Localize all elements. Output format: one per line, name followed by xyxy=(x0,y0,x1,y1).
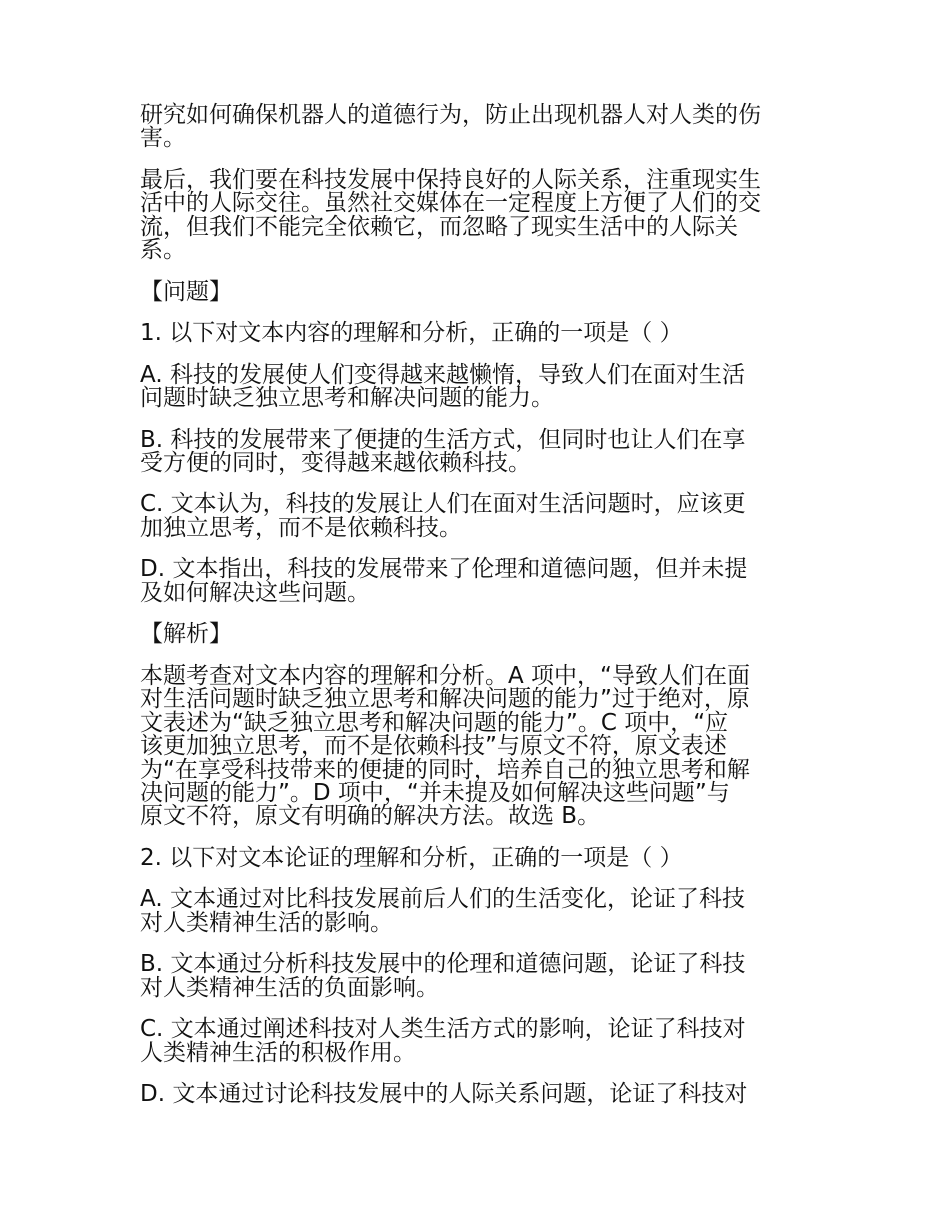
paragraph-2: 最后，我们要在科技发展中保持良好的人际关系，注重现实生 活中的人际交往。虽然社交媒体在一定程度上方便了人们的交 流，但我们不能完全依赖它，而忽略了现实生活中的人际关 系。 xyxy=(140,166,761,264)
question-2-option-b: B. 文本通过分析科技发展中的伦理和道德问题，论证了科技 对人类精神生活的负面影响。 xyxy=(140,951,746,1001)
question-2-option-c: C. 文本通过阐述科技对人类生活方式的影响，论证了科技对 人类精神生活的积极作用。 xyxy=(140,1016,746,1066)
document-page xyxy=(140,104,820,1125)
question-2-option-d: D. 文本通过讨论科技发展中的人际关系问题，论证了科技对 xyxy=(140,1081,748,1108)
question-2-stem: 2. 以下对文本论证的理解和分析，正确的一项是（ ） xyxy=(140,844,683,871)
question-1-option-d: D. 文本指出，科技的发展带来了伦理和道德问题，但并未提 及如何解决这些问题。 xyxy=(140,556,748,606)
question-1-option-c: C. 文本认为，科技的发展让人们在面对生活问题时，应该更 加独立思考，而不是依赖科技。 xyxy=(140,491,746,541)
analysis-tag: 【解析】 xyxy=(140,621,232,648)
question-1-option-a: A. 科技的发展使人们变得越来越懒惰，导致人们在面对生活 问题时缺乏独立思考和解决问题的能力。 xyxy=(140,361,745,412)
question-1-stem: 1. 以下对文本内容的理解和分析，正确的一项是（ ） xyxy=(140,320,683,347)
analysis-text: 本题考查对文本内容的理解和分析。A 项中，“导致人们在面 对生活问题时缺乏独立思考和解决问题的能力”过于绝对，原 文表述为“缺乏独立思考和解决问题的能力”。C 项中，“应 该更加独立思考，而不是依赖科技”与原文不符，原文表述 为“在享受科技带来的便捷的同时，培养自己的独立思考和解 决问题的能力”。D 项中，“并未提及如何解决这些问题”与 原文不符，原文有明确的解决方法。故选 B。 xyxy=(140,662,750,830)
question-1-option-b: B. 科技的发展带来了便捷的生活方式，但同时也让人们在享 受方便的同时，变得越来越依赖科技。 xyxy=(140,426,746,476)
paragraph-1: 研究如何确保机器人的道德行为，防止出现机器人对人类的伤 害。 xyxy=(140,102,761,152)
question-tag: 【问题】 xyxy=(140,278,232,305)
question-2-option-a: A. 文本通过对比科技发展前后人们的生活变化，论证了科技 对人类精神生活的影响。 xyxy=(140,886,745,936)
